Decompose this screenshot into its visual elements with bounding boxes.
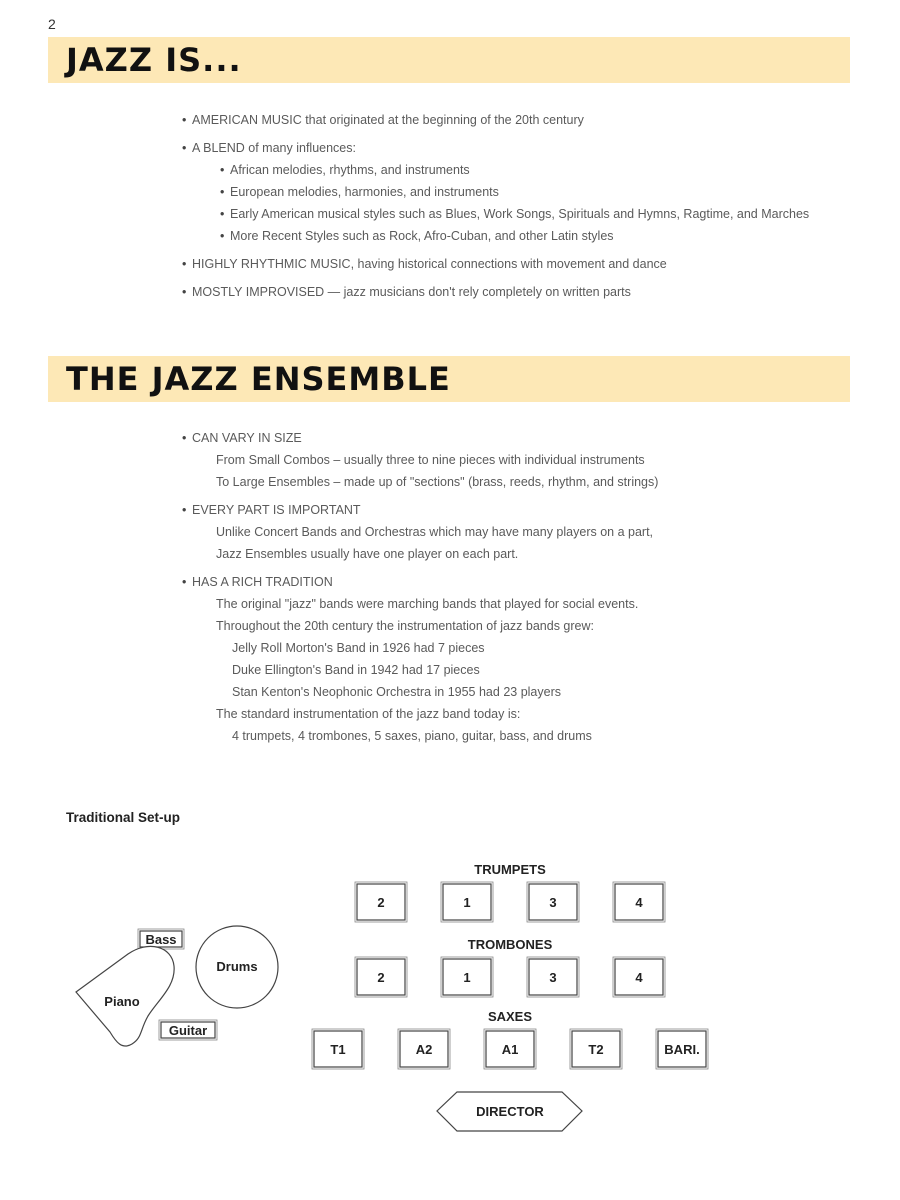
text-line: To Large Ensembles – made up of "sections" (brass, reeds, rhythm, and strings)	[216, 475, 659, 489]
sax-seat	[570, 1029, 622, 1069]
text-line: Throughout the 20th century the instrumentation of jazz bands grew:	[216, 619, 595, 633]
sax-seat-label: A2	[415, 1042, 433, 1057]
trumpet-seat-label: 4	[635, 895, 643, 910]
bass-label: Bass	[145, 932, 177, 947]
text-line: 4 trumpets, 4 trombones, 5 saxes, piano, guitar, bass, and drums	[232, 729, 592, 743]
saxes-label: SAXES	[487, 1009, 533, 1024]
trombone-seat	[527, 957, 579, 997]
list-item: • AMERICAN MUSIC that originated at the beginning of the 20th century	[182, 109, 842, 131]
trombones-label: TROMBONES	[467, 937, 553, 952]
list-item: • HIGHLY RHYTHMIC MUSIC, having historical connections with movement and dance	[182, 253, 842, 275]
trombone-seat	[613, 957, 665, 997]
drums-position	[196, 926, 278, 1008]
sub-list-item: • Early American musical styles such as Blues, Work Songs, Spirituals and Hymns, Ragtime, and Marches	[182, 203, 842, 225]
sax-seat	[484, 1029, 536, 1069]
trumpet-seat	[527, 882, 579, 922]
trombone-seat-label: 1	[463, 970, 471, 985]
sax-seat-label: BARI.	[664, 1042, 700, 1057]
list-item: • MOSTLY IMPROVISED — jazz musicians don't rely completely on written parts	[182, 281, 842, 303]
text-line: From Small Combos – usually three to nine pieces with individual instruments	[216, 453, 645, 467]
director-podium	[437, 1092, 582, 1131]
trumpets-label: TRUMPETS	[474, 862, 546, 877]
trumpet-seat	[441, 882, 493, 922]
setup-diagram	[0, 840, 900, 1160]
trombone-seat-label: 3	[549, 970, 557, 985]
list-item: • EVERY PART IS IMPORTANT	[182, 499, 842, 521]
jazz-ensemble-list	[182, 427, 842, 747]
sax-seat-label: A1	[501, 1042, 519, 1057]
trombone-seat	[441, 957, 493, 997]
bass-position	[138, 929, 184, 949]
list-item: • A BLEND of many influences:	[182, 137, 842, 159]
trombone-seat-label: 2	[377, 970, 385, 985]
sub-list-item: • European melodies, harmonies, and instruments	[182, 181, 842, 203]
text-line: The standard instrumentation of the jazz band today is:	[216, 707, 521, 721]
drums-label: Drums	[216, 959, 258, 974]
text-line: Duke Ellington's Band in 1942 had 17 pieces	[232, 663, 480, 677]
sax-seat	[312, 1029, 364, 1069]
trumpet-seat	[355, 882, 407, 922]
piano-label: Piano	[104, 994, 140, 1009]
trumpet-seat-label: 3	[549, 895, 557, 910]
trombone-seat-label: 4	[635, 970, 643, 985]
list-item: • CAN VARY IN SIZE	[182, 427, 842, 449]
text-line: Jelly Roll Morton's Band in 1926 had 7 pieces	[232, 641, 485, 655]
list-item: • HAS A RICH TRADITION	[182, 571, 842, 593]
sub-list-item: • African melodies, rhythms, and instruments	[182, 159, 842, 181]
setup-diagram-svg	[0, 840, 900, 1160]
trumpet-seat-label: 1	[463, 895, 471, 910]
section-title-jazz-ensemble: THE JAZZ ENSEMBLE	[66, 360, 451, 398]
trumpet-seat-label: 2	[377, 895, 385, 910]
jazz-is-list	[182, 109, 842, 303]
text-line: Stan Kenton's Neophonic Orchestra in 1955 had 23 players	[232, 685, 561, 699]
text-line: The original "jazz" bands were marching bands that played for social events.	[216, 597, 639, 611]
sax-seat-label: T1	[330, 1042, 346, 1057]
director-label: DIRECTOR	[476, 1104, 544, 1119]
sub-list-item: • More Recent Styles such as Rock, Afro-Cuban, and other Latin styles	[182, 225, 842, 247]
sax-seat	[656, 1029, 708, 1069]
piano-position	[76, 946, 174, 1046]
sax-seat-label: T2	[588, 1042, 604, 1057]
trumpet-seat	[613, 882, 665, 922]
text-line: Jazz Ensembles usually have one player on each part.	[216, 547, 519, 561]
text-line: Unlike Concert Bands and Orchestras which may have many players on a part,	[216, 525, 654, 539]
section-title-jazz-is: JAZZ IS...	[66, 41, 242, 79]
trombone-seat	[355, 957, 407, 997]
sax-seat	[398, 1029, 450, 1069]
setup-heading: Traditional Set-up	[66, 810, 181, 825]
guitar-position	[159, 1020, 217, 1040]
guitar-label: Guitar	[168, 1023, 208, 1038]
page-number: 2	[48, 16, 56, 32]
